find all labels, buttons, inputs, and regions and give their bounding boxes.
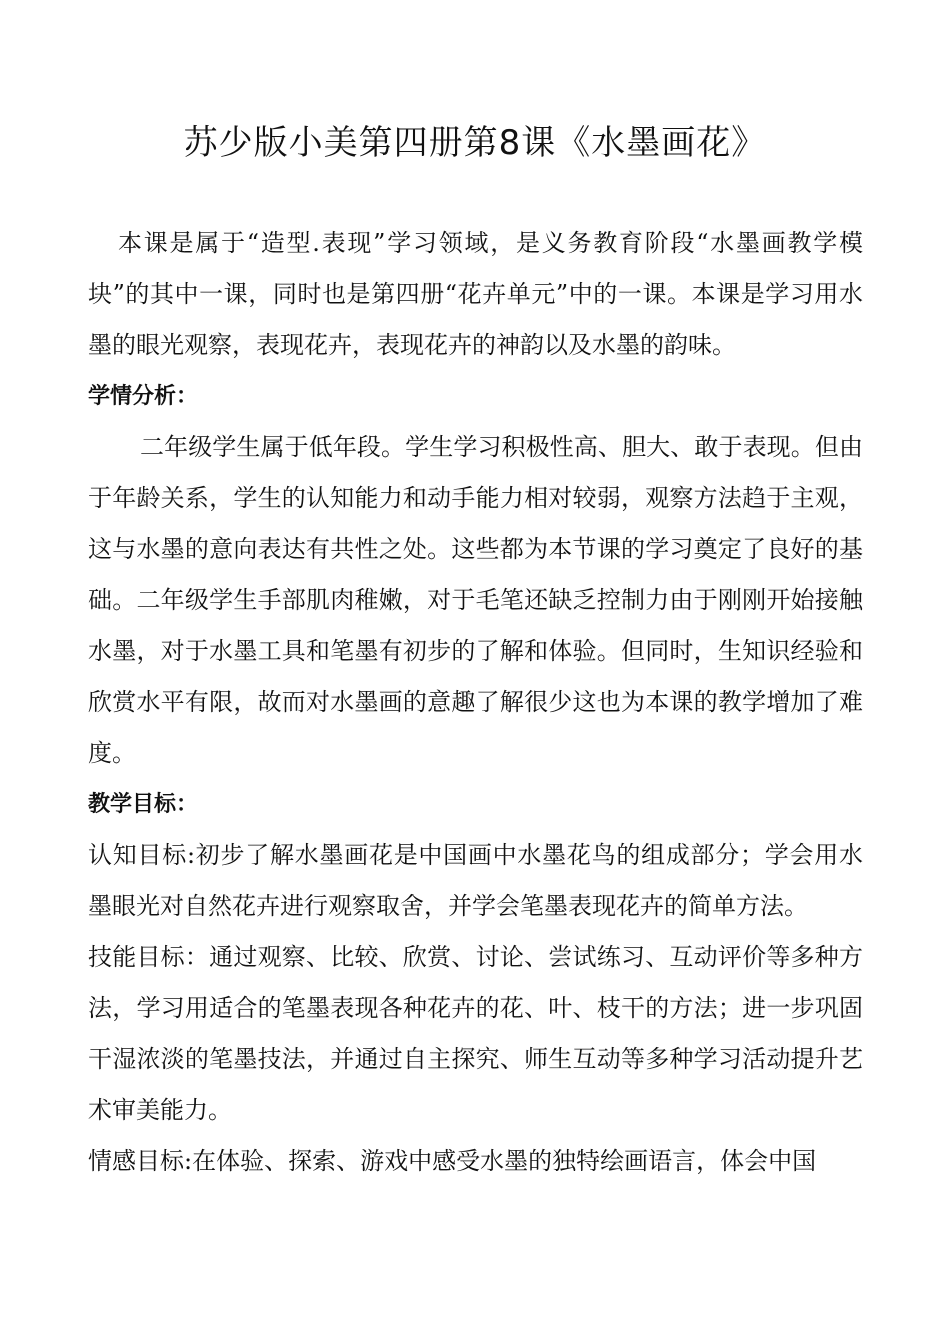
document-title: 苏少版小美第四册第8课《水墨画花》 [183, 123, 767, 163]
intro-paragraph: 本课是属于“造型.表现”学习领域，是义务教育阶段“水墨画教学模块”的其中一课，同时也是第四册“花卉单元”中的一课。本课是学习用水墨的眼光观察，表现花卉，表现花卉的神韵以及水墨的韵味。 [88, 229, 863, 359]
cognitive-goal-paragraph: 认知目标:初步了解水墨画花是中国画中水墨花鸟的组成部分；学会用水墨眼光对自然花卉进行观察取舍，并学会笔墨表现花卉的简单方法。 [88, 841, 863, 920]
analysis-heading: 学情分析： [88, 384, 199, 409]
emotional-goal-paragraph: 情感目标:在体验、探索、游戏中感受水墨的独特绘画语言，体会中国 [88, 1147, 817, 1175]
goals-heading: 教学目标： [88, 792, 199, 817]
analysis-paragraph: 二年级学生属于低年段。学生学习积极性高、胆大、敢于表现。但由于年龄关系，学生的认知能力和动手能力相对较弱，观察方法趋于主观，这与水墨的意向表达有共性之处。这些都为本节课的学习奠定了良好的基础。二年级学生手部肌肉稚嫩，对于毛笔还缺乏控制力由于刚刚开始接触水墨，对于水墨工具和笔墨有初步的了解和体验。但同时，生知识经验和欣赏水平有限，故而对水墨画的意趣了解很少这也为本课的教学增加了难度。 [88, 433, 863, 767]
skill-goal-paragraph: 技能目标：通过观察、比较、欣赏、讨论、尝试练习、互动评价等多种方法，学习用适合的笔墨表现各种花卉的花、叶、枝干的方法；进一步巩固干湿浓淡的笔墨技法，并通过自主探究、师生互动等多种学习活动提升艺术审美能力。 [88, 943, 863, 1124]
document-body [88, 218, 863, 1187]
